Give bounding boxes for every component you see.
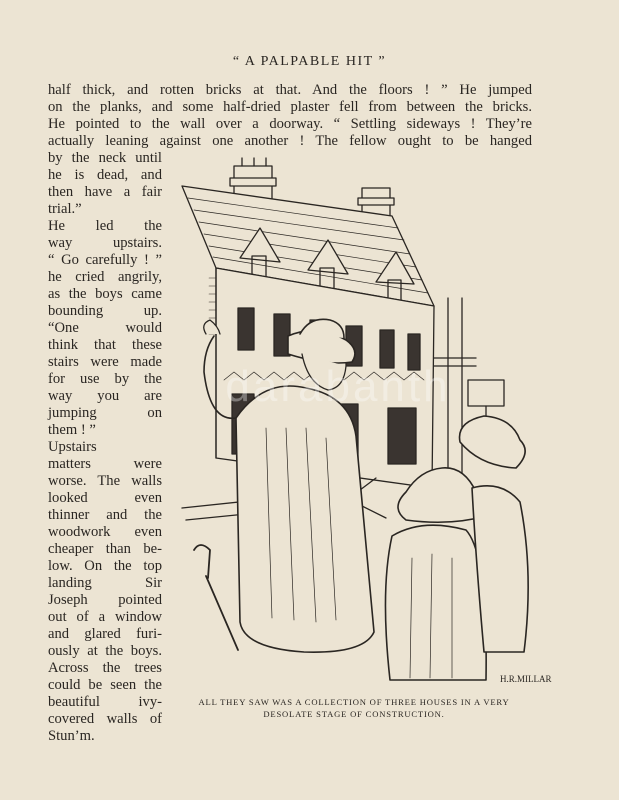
text-line: landing Sir — [48, 575, 162, 591]
text-line: bounding up. — [48, 303, 162, 319]
text-line: looked even — [48, 490, 162, 506]
text-line: think that these — [48, 337, 162, 353]
text-line: he is dead, and — [48, 167, 162, 183]
text-line: “ Go carefully ! ” — [48, 252, 162, 268]
caption-line: ALL THEY SAW WAS A COLLECTION OF THREE HOUSES IN A VERY — [198, 697, 510, 707]
text-line: he cried angrily, — [48, 269, 162, 285]
narrow-text-column — [48, 150, 162, 745]
text-line: out of a window — [48, 609, 162, 625]
text-line: Stun’m. — [48, 728, 95, 744]
text-line: way upstairs. — [48, 235, 162, 251]
text-line: worse. The walls — [48, 473, 162, 489]
text-line: ously at the boys. — [48, 643, 162, 659]
text-line: thinner and the — [48, 507, 162, 523]
text-line: actually leaning against one another ! The fellow ought to be hanged — [48, 133, 532, 149]
text-line: on the planks, and some half-dried plaster fell from between the bricks. — [48, 99, 532, 115]
full-width-paragraph — [48, 82, 532, 150]
illustration-caption — [176, 696, 532, 720]
text-line: cheaper than be- — [48, 541, 162, 557]
watermark-text: darabanth — [225, 362, 451, 411]
text-line: He pointed to the wall over a doorway. “ Settling sideways ! They’re — [48, 116, 532, 132]
text-line: Upstairs — [48, 439, 97, 455]
text-line: covered walls of — [48, 711, 162, 727]
text-line: half thick, and rotten bricks at that. And the floors ! ” He jumped — [48, 82, 532, 98]
text-line: stairs were made — [48, 354, 162, 370]
text-line: woodwork even — [48, 524, 162, 540]
text-line: “One would — [48, 320, 162, 336]
running-title: “ A PALPABLE HIT ” — [232, 54, 387, 69]
text-line: them ! ” — [48, 422, 96, 438]
text-line: and glared furi- — [48, 626, 162, 642]
text-line: could be seen the — [48, 677, 162, 693]
text-line: way you are — [48, 388, 162, 404]
artist-signature: H.R.MILLAR — [500, 674, 552, 684]
text-line: as the boys came — [48, 286, 162, 302]
text-line: by the neck until — [48, 150, 162, 166]
text-line: beautiful ivy- — [48, 694, 162, 710]
text-line: jumping on — [48, 405, 162, 421]
text-line: trial.” — [48, 201, 82, 217]
text-line: for use by the — [48, 371, 162, 387]
text-line: matters were — [48, 456, 162, 472]
street-scene-illustration — [176, 158, 552, 688]
text-line: low. On the top — [48, 558, 162, 574]
text-line: Joseph pointed — [48, 592, 162, 608]
caption-line: DESOLATE STAGE OF CONSTRUCTION. — [263, 709, 445, 719]
text-line: He led the — [48, 218, 162, 234]
text-line: Across the trees — [48, 660, 162, 676]
text-line: then have a fair — [48, 184, 162, 200]
